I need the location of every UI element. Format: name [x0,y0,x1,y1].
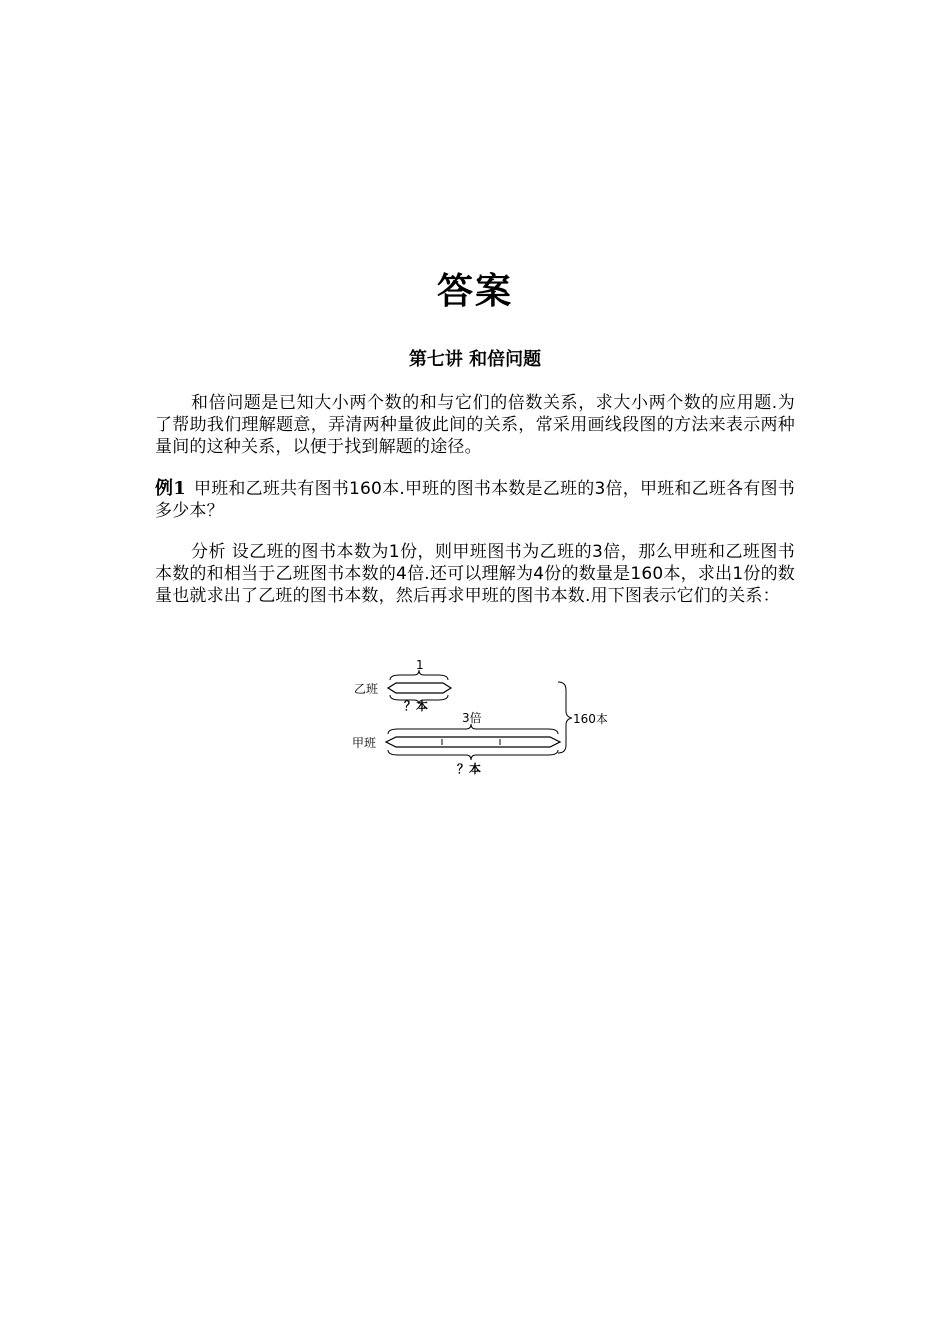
class-a-units: 3倍 [462,711,482,725]
example-label: 例1 [155,478,186,499]
class-a-unknown: ？本 [457,762,482,776]
class-a-top-brace [388,724,558,734]
line-segment-diagram [340,655,620,780]
example-text: 甲班和乙班共有图书160本.甲班的图书本数是乙班的3倍，甲班和乙班各有图书多少本？ [155,479,795,521]
lecture-title: 第七讲 和倍问题 [408,349,542,370]
example-paragraph [155,478,795,522]
class-a-label: 甲班 [352,736,377,750]
class-b-label: 乙班 [354,682,379,696]
intro-paragraph: 和倍问题是已知大小两个数的和与它们的倍数关系，求大小两个数的应用题.为了帮助我们理解题意，弄清两种量彼此间的关系，常采用画线段图的方法来表示两种量间的这种关系，以便于找到解题的途径。 [155,393,795,457]
analysis-paragraph: 分析 设乙班的图书本数为1份，则甲班图书为乙班的3倍，那么甲班和乙班图书本数的和相当于乙班图书本数的4倍.还可以理解为4份的数量是160本，求出1份的数量也就求出了乙班的图书本数，然后再求甲班的图书本数.用下图表示它们的关系： [155,542,795,606]
total-label: 160本 [573,712,608,726]
class-b-segment [388,683,451,693]
class-b-unknown: ？本 [404,699,429,713]
class-a-bottom-brace [388,750,558,760]
class-a-segment [386,737,560,747]
class-b-units: 1 [416,658,424,672]
page-title: 答案 [436,271,513,312]
